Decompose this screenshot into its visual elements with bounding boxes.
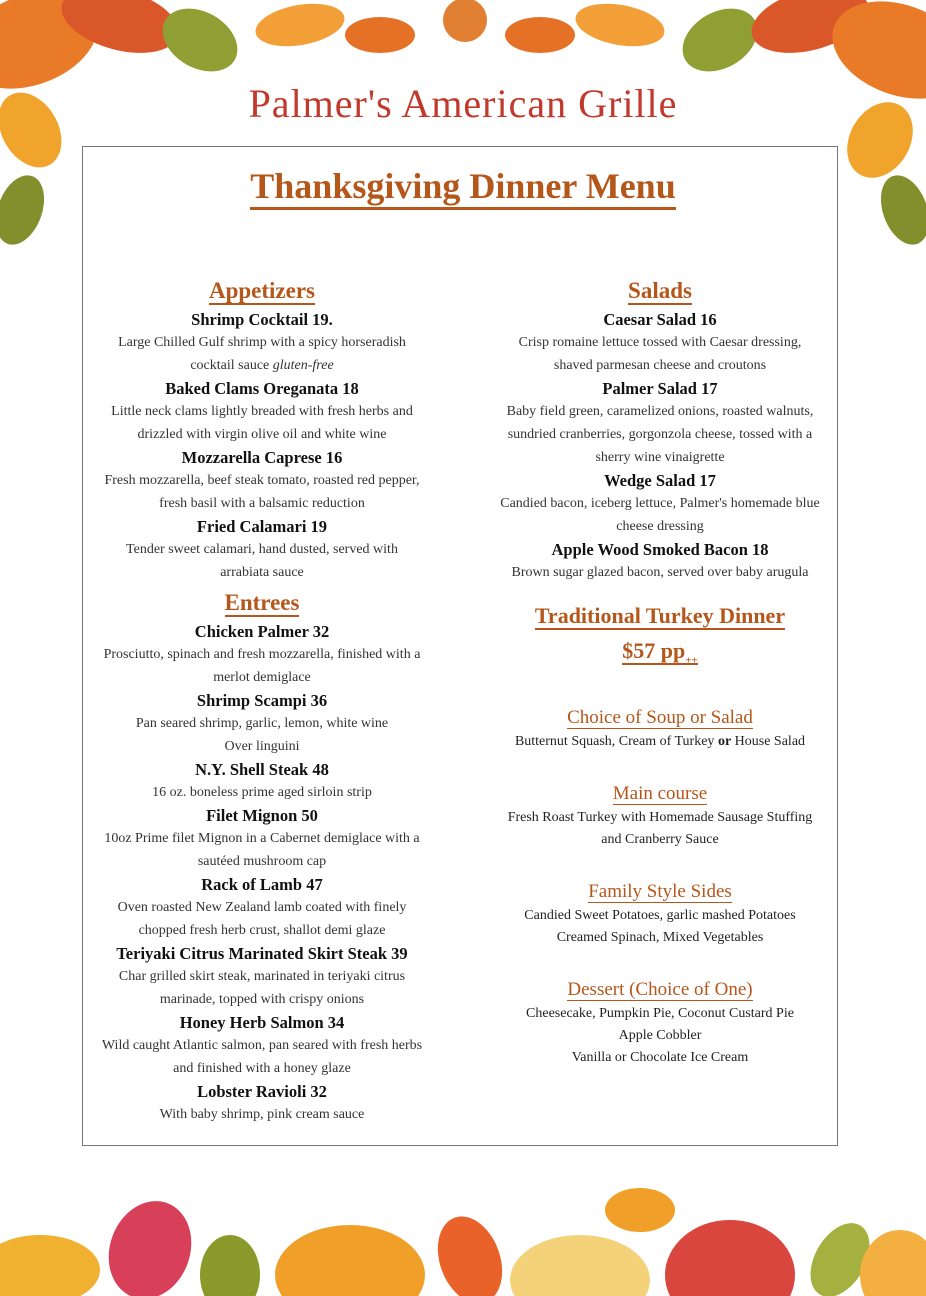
appetizers-heading-text: Appetizers: [208, 278, 316, 303]
price-text: $57 pp: [622, 638, 686, 663]
course-desc: Candied Sweet Potatoes, garlic mashed Potatoes Creamed Spinach, Mixed Vegetables: [524, 908, 796, 946]
item-desc: Wild caught Atlantic salmon, pan seared with fresh herbs and finished with a honey glaze: [101, 1038, 423, 1076]
course-desc: Fresh Roast Turkey with Homemade Sausage Stuffing and Cranberry Sauce: [507, 810, 813, 848]
price-suffix: ++: [685, 654, 698, 667]
course-desc: [484, 731, 836, 753]
entree-item: [84, 758, 440, 804]
item-name: Teriyaki Citrus Marinated Skirt Steak 39: [116, 944, 408, 963]
restaurant-name: Palmer's American Grille: [248, 81, 678, 126]
pumpkins-leaves-bottom-decoration: [0, 1180, 926, 1296]
item-desc: Tender sweet calamari, hand dusted, served with arrabiata sauce: [126, 542, 398, 580]
menu-title-text: Thanksgiving Dinner Menu: [250, 166, 675, 210]
course-desc-text: House Salad: [731, 734, 806, 750]
entree-item: [84, 873, 440, 942]
turkey-dinner-heading: [484, 598, 836, 634]
salads-heading-text: Salads: [628, 278, 692, 303]
item-name: Palmer Salad 17: [602, 379, 718, 398]
entree-item: [84, 1011, 440, 1080]
entree-item: [84, 942, 440, 1011]
course-heading: [484, 879, 836, 905]
item-name: Caesar Salad 16: [603, 310, 717, 329]
item-name: Apple Wood Smoked Bacon 18: [551, 540, 769, 559]
item-name: Filet Mignon 50: [206, 806, 318, 825]
item-desc: [84, 331, 440, 377]
item-name: Honey Herb Salmon 34: [179, 1013, 345, 1032]
course-heading-text: Family Style Sides: [588, 881, 732, 903]
entree-item: [84, 804, 440, 873]
item-name: Chicken Palmer 32: [194, 622, 330, 641]
item-desc: 10oz Prime filet Mignon in a Cabernet demiglace with a sautéed mushroom cap: [104, 831, 420, 869]
course-heading-text: Choice of Soup or Salad: [567, 707, 753, 729]
left-column: [84, 274, 440, 1126]
item-name: N.Y. Shell Steak 48: [195, 760, 329, 779]
entrees-heading-text: Entrees: [224, 590, 300, 615]
entree-item: [84, 1080, 440, 1126]
gluten-free-note: gluten-free: [272, 358, 334, 373]
entree-item: [84, 689, 440, 758]
appetizers-heading: [84, 274, 440, 308]
item-desc: Oven roasted New Zealand lamb coated with finely chopped fresh herb crust, shallot demi glaze: [117, 900, 407, 938]
item-desc: Brown sugar glazed bacon, served over baby arugula: [511, 565, 809, 580]
item-desc: Little neck clams lightly breaded with fresh herbs and drizzled with virgin olive oil and white wine: [111, 404, 413, 442]
course-desc-text: Butternut Squash, Cream of Turkey: [514, 734, 718, 750]
course-desc: Cheesecake, Pumpkin Pie, Coconut Custard Pie Apple Cobbler Vanilla or Chocolate Ice Cream: [526, 1006, 794, 1066]
item-name: Lobster Ravioli 32: [197, 1082, 327, 1101]
turkey-dinner-price: [484, 634, 836, 677]
item-desc: Crisp romaine lettuce tossed with Caesar dressing, shaved parmesan cheese and croutons: [518, 335, 802, 373]
item-desc: 16 oz. boneless prime aged sirloin strip: [152, 785, 372, 800]
course-heading-text: Main course: [612, 783, 708, 805]
entrees-heading: [84, 586, 440, 620]
salad-item: [484, 308, 836, 377]
appetizer-item: [84, 446, 440, 515]
item-name: Rack of Lamb 47: [201, 875, 323, 894]
salad-item: [484, 377, 836, 469]
turkey-dinner-heading-text: Traditional Turkey Dinner: [534, 603, 786, 628]
salad-item: [484, 469, 836, 538]
item-name: Wedge Salad 17: [604, 471, 716, 490]
menu-title: [0, 165, 926, 207]
appetizer-item: [84, 308, 440, 377]
item-desc: Char grilled skirt steak, marinated in teriyaki citrus marinade, topped with crispy onions: [118, 969, 406, 1007]
appetizer-item: [84, 515, 440, 584]
course-desc-or: or: [717, 734, 732, 750]
salad-item: [484, 538, 836, 584]
item-name: Baked Clams Oreganata 18: [165, 379, 359, 398]
course-heading: [484, 781, 836, 807]
course-heading: [484, 977, 836, 1003]
item-name: Mozzarella Caprese 16: [181, 448, 343, 467]
course-heading-text: Dessert (Choice of One): [567, 979, 753, 1001]
salads-heading: [484, 274, 836, 308]
item-name: Fried Calamari 19: [196, 517, 328, 536]
item-desc-text: Large Chilled Gulf shrimp with a spicy horseradish cocktail sauce: [118, 335, 406, 373]
entree-item: [84, 620, 440, 689]
item-name: Shrimp Cocktail 19.: [191, 310, 333, 329]
course-heading: [484, 705, 836, 731]
item-desc: Baby field green, caramelized onions, roasted walnuts, sundried cranberries, gorgonzola cheese, tossed with a sherry wine vinaigrette: [506, 404, 814, 465]
item-name: Shrimp Scampi 36: [196, 691, 328, 710]
right-column: [484, 274, 836, 1069]
item-desc: With baby shrimp, pink cream sauce: [159, 1107, 365, 1122]
item-desc: Candied bacon, iceberg lettuce, Palmer's homemade blue cheese dressing: [500, 496, 820, 534]
appetizer-item: [84, 377, 440, 446]
item-desc: Fresh mozzarella, beef steak tomato, roasted red pepper, fresh basil with a balsamic reduction: [104, 473, 420, 511]
item-desc: Pan seared shrimp, garlic, lemon, white wine Over linguini: [135, 716, 389, 754]
item-desc: Prosciutto, spinach and fresh mozzarella, finished with a merlot demiglace: [103, 647, 421, 685]
